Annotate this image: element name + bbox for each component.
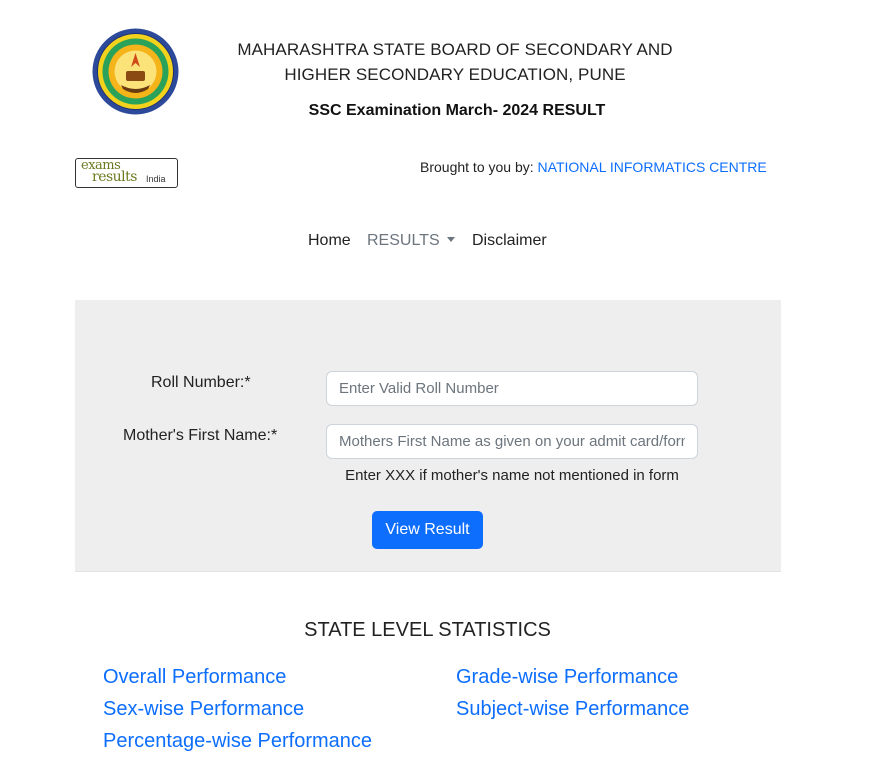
brought-label: Brought to you by: [420, 159, 538, 175]
mother-name-label: Mother's First Name:* [123, 427, 278, 444]
roll-number-input[interactable] [326, 371, 698, 406]
logo-text-india: India [146, 174, 166, 184]
mother-name-hint: Enter XXX if mother's name not mentioned in form [345, 467, 679, 484]
nav-results-dropdown[interactable] [367, 232, 455, 250]
board-name-line1: MAHARASHTRA STATE BOARD OF SECONDARY AND [237, 40, 673, 59]
nav-home[interactable]: Home [308, 232, 351, 249]
stats-title: STATE LEVEL STATISTICS [304, 619, 551, 641]
link-overall-performance[interactable]: Overall Performance [103, 666, 287, 688]
link-grade-wise-performance[interactable]: Grade-wise Performance [456, 666, 679, 688]
board-seal-logo [91, 27, 180, 116]
link-subject-wise-performance[interactable]: Subject-wise Performance [456, 698, 690, 720]
caret-down-icon [447, 237, 455, 242]
logo-text-exams: exams [81, 158, 121, 173]
link-percentage-wise-performance[interactable]: Percentage-wise Performance [103, 730, 373, 752]
exams-results-india-logo[interactable] [75, 158, 178, 188]
nic-link[interactable]: NATIONAL INFORMATICS CENTRE [537, 159, 767, 175]
brought-by [420, 159, 767, 175]
main-nav [0, 232, 877, 252]
roll-number-label: Roll Number:* [151, 374, 251, 391]
exam-title: SSC Examination March- 2024 RESULT [308, 102, 606, 119]
nav-disclaimer[interactable]: Disclaimer [472, 232, 547, 249]
view-result-button[interactable]: View Result [372, 511, 483, 549]
nav-results-label: RESULTS [367, 232, 440, 249]
logo-text-results: results [92, 169, 137, 185]
board-name-line2: HIGHER SECONDARY EDUCATION, PUNE [284, 65, 626, 84]
link-sex-wise-performance[interactable]: Sex-wise Performance [103, 698, 305, 720]
result-form-panel [75, 300, 781, 572]
mother-name-input[interactable] [326, 424, 698, 459]
